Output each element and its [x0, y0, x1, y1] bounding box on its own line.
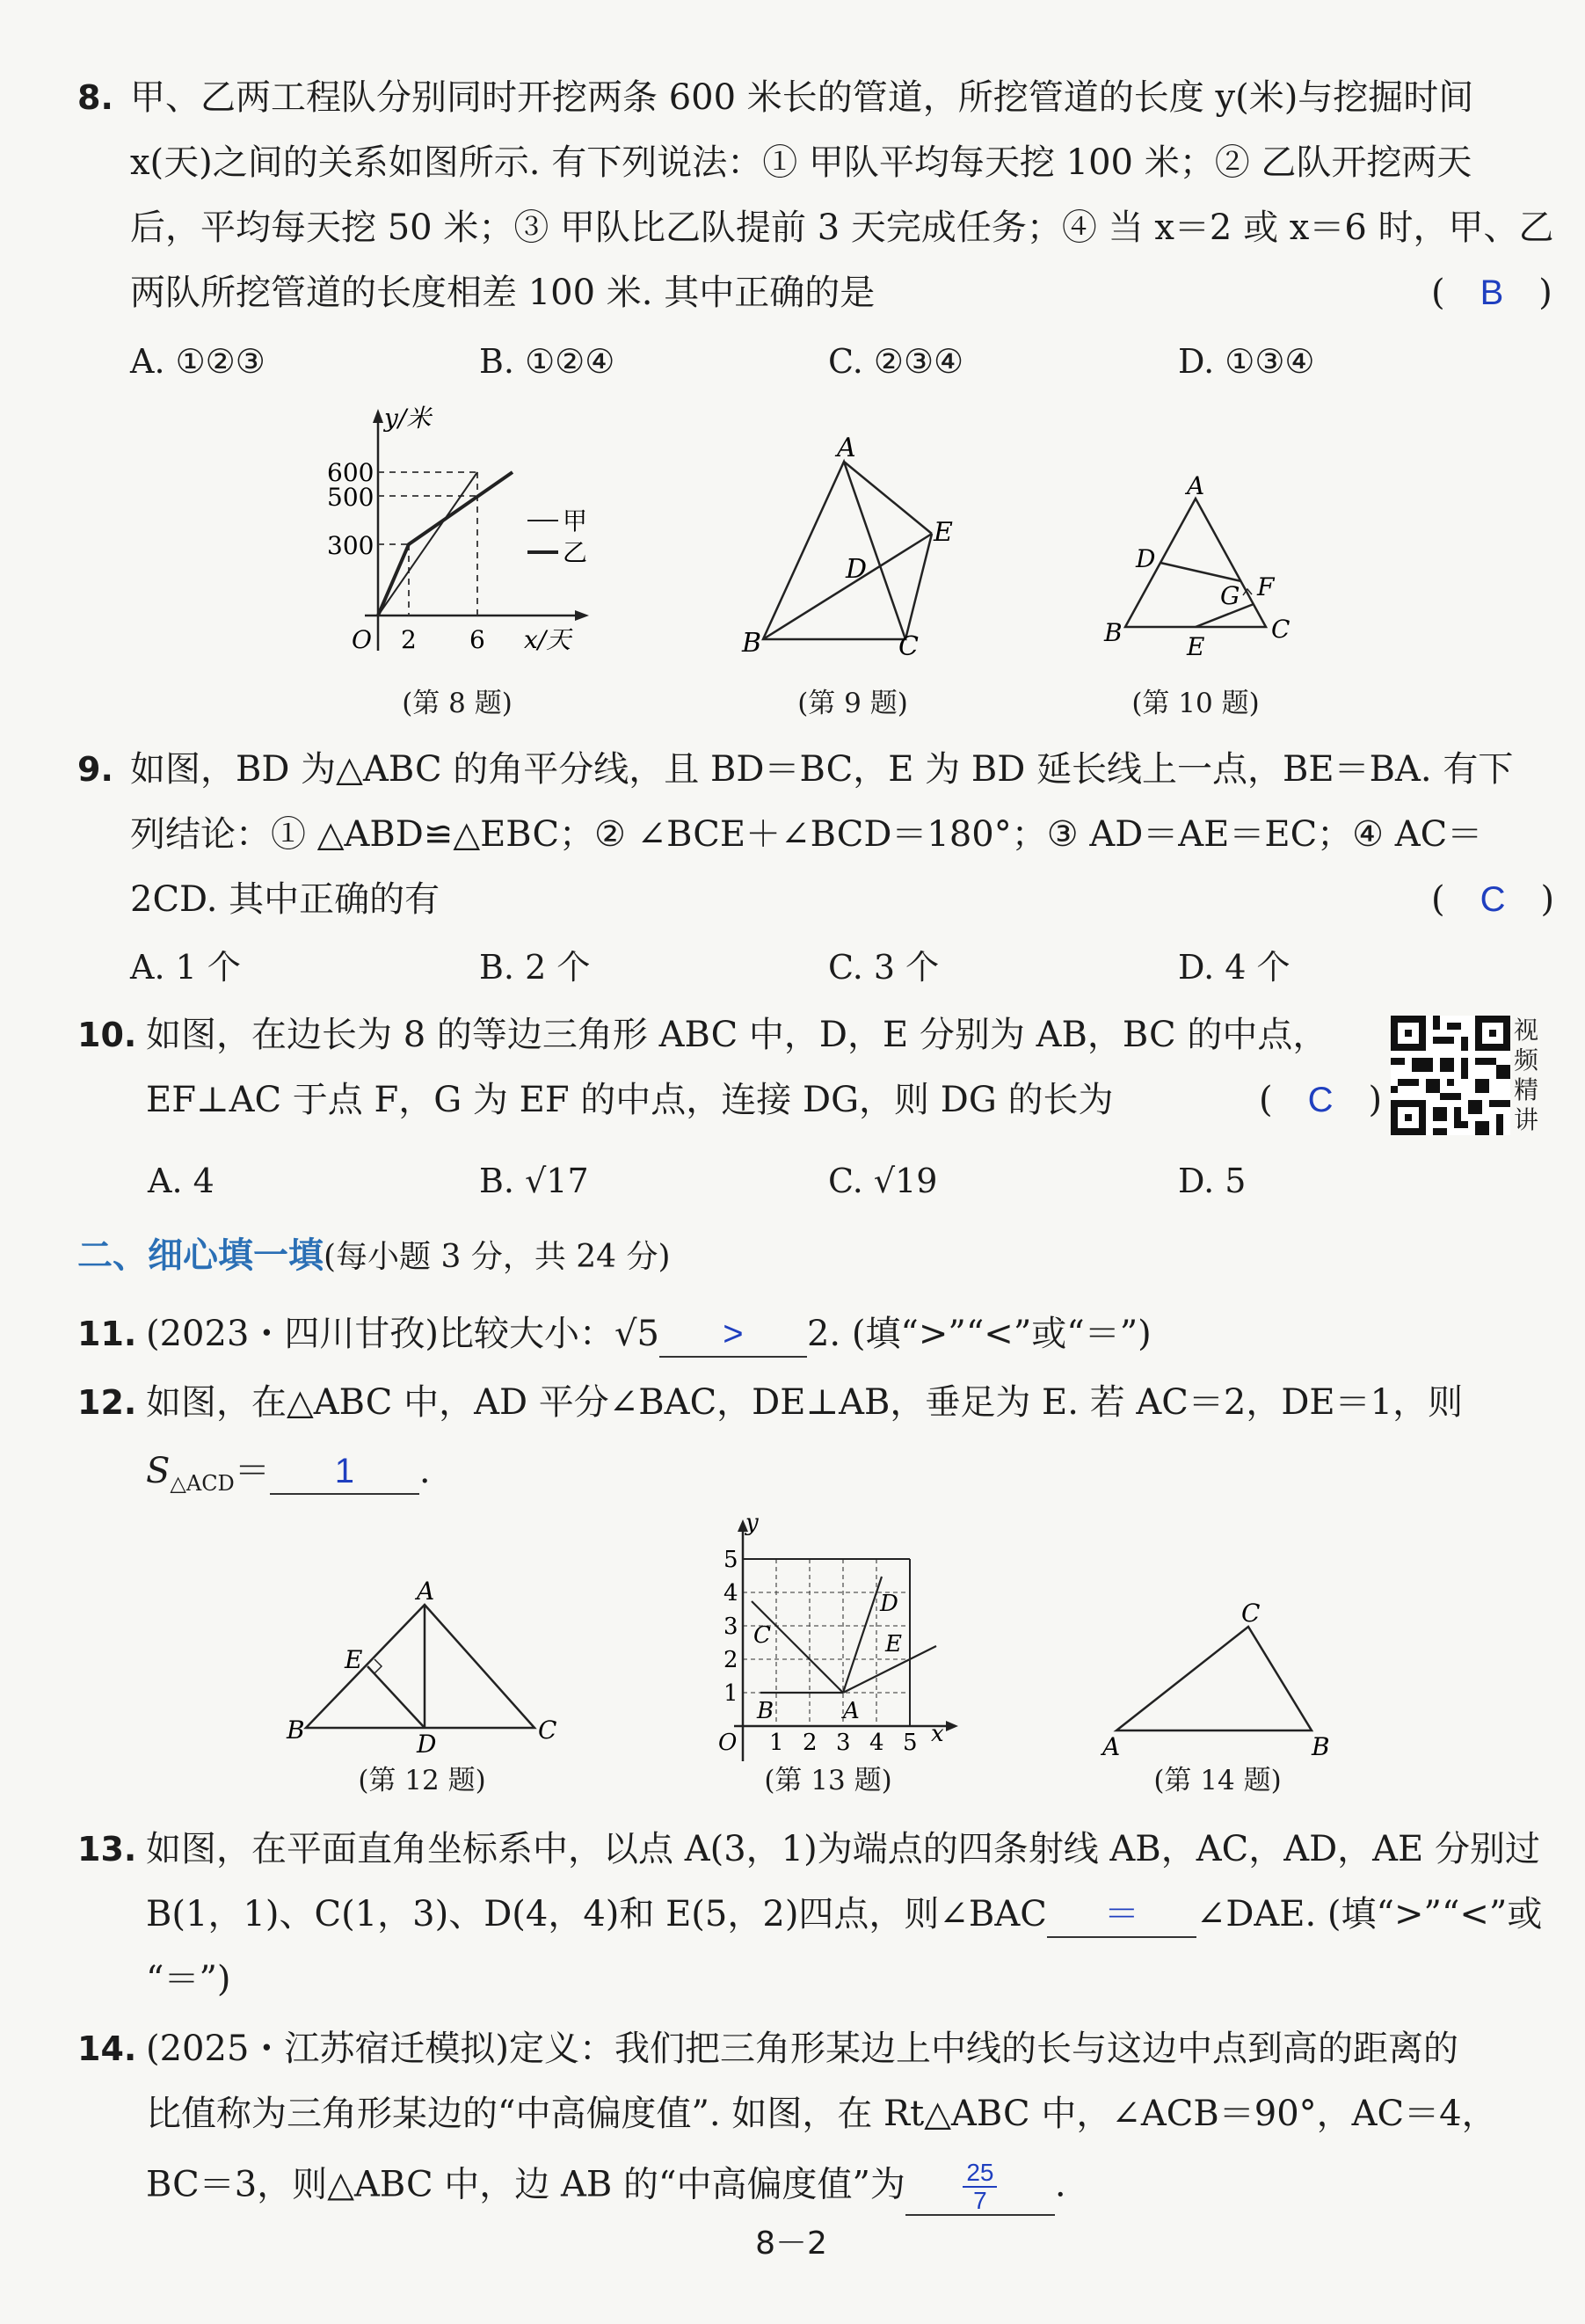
- q10-option-d: D. 5: [1178, 1162, 1247, 1200]
- qr-caption: [1514, 1016, 1545, 1135]
- q10-text-line2: EF⊥AC 于点 F，G 为 EF 的中点，连接 DG，则 DG 的长为: [146, 1080, 1114, 1120]
- fig9-label-a: A: [837, 435, 856, 463]
- q12-answer-blank: 1: [270, 1449, 419, 1495]
- q8-text-line3: 后，平均每天挖 50 米；③ 甲队比乙队提前 3 天完成任务；④ 当 x＝2 或 x＝6 时，甲、乙: [130, 208, 1554, 248]
- q8-text-line2: x(天)之间的关系如图所示. 有下列说法：① 甲队平均每天挖 100 米；② 乙队开挖两天: [130, 142, 1472, 183]
- figure-10-diagram: [1099, 470, 1310, 664]
- q14-answer-fraction: [963, 2160, 997, 2214]
- q8-option-c: C. ②③④: [828, 342, 964, 381]
- qr-char-3: 精: [1514, 1075, 1539, 1104]
- figure-14-caption: (第 14 题): [1153, 1765, 1282, 1796]
- fig8-y-tick-300: 300: [327, 531, 374, 560]
- fig13-x-tick-3: 3: [836, 1730, 851, 1756]
- q8-answer: B: [1480, 273, 1504, 312]
- q14-answer-blank: [905, 2160, 1055, 2216]
- figure-13-caption: (第 13 题): [764, 1765, 892, 1796]
- fig13-x-tick-1: 1: [769, 1730, 784, 1756]
- figure-12-caption: (第 12 题): [358, 1765, 486, 1796]
- figure-13-grid: [699, 1511, 963, 1774]
- fig13-label-a: A: [843, 1698, 860, 1724]
- q11-text: [146, 1312, 1539, 1358]
- q12-text-line1: 如图，在△ABC 中，AD 平分∠BAC，DE⊥AB，垂足为 E. 若 AC＝2，DE＝1，则: [146, 1382, 1464, 1423]
- fig8-legend-yi: 乙: [563, 538, 588, 567]
- q14-answer-denominator: 7: [973, 2187, 987, 2214]
- q10-answer: C: [1307, 1081, 1334, 1119]
- fig13-origin: O: [718, 1730, 738, 1756]
- q14-answer-numerator: 25: [963, 2160, 997, 2188]
- section-2-subtitle: (每小题 3 分，共 24 分): [324, 1239, 671, 1275]
- fig13-y-tick-3: 3: [723, 1614, 738, 1640]
- question-number-12: 12.: [77, 1383, 137, 1422]
- q14-line3-pre: BC＝3，则△ABC 中，边 AB 的“中高偏度值”为: [146, 2164, 905, 2205]
- question-number-10: 10.: [77, 1016, 137, 1054]
- q8-text-line4: 两队所挖管道的长度相差 100 米. 其中正确的是: [130, 273, 876, 313]
- q9-text-line2: 列结论：① △ABD≌△EBC；② ∠BCE＋∠BCD＝180°；③ AD＝AE＝EC；④ AC＝: [130, 814, 1483, 855]
- fig13-y-tick-5: 5: [723, 1547, 738, 1573]
- q8-option-b: B. ①②④: [479, 342, 615, 381]
- q10-option-c: C. √19: [828, 1162, 938, 1200]
- q9-text-line3: 2CD. 其中正确的有: [130, 879, 440, 920]
- question-number-14: 14.: [77, 2029, 137, 2068]
- fig8-legend-jia: 甲: [563, 506, 588, 535]
- fig10-label-c: C: [1271, 615, 1291, 644]
- fig9-label-b: B: [742, 628, 762, 659]
- q10-text-line1: 如图，在边长为 8 的等边三角形 ABC 中，D，E 分别为 AB，BC 的中点，: [146, 1015, 1328, 1055]
- figure-9-caption: (第 9 题): [797, 688, 908, 719]
- fig13-label-d: D: [880, 1591, 898, 1617]
- fig8-y-tick-500: 500: [327, 483, 374, 512]
- question-number-13: 13.: [77, 1830, 137, 1869]
- q11-answer-blank: >: [659, 1312, 807, 1358]
- fig13-y-tick-4: 4: [723, 1580, 738, 1606]
- q13-text-line1: 如图，在平面直角坐标系中，以点 A(3，1)为端点的四条射线 AB，AC，AD，AE 分别过: [146, 1829, 1540, 1869]
- fig8-origin: O: [352, 625, 372, 654]
- qr-char-1: 视: [1514, 1016, 1539, 1045]
- q9-option-a: A. 1 个: [130, 948, 241, 987]
- figure-8-graph: [316, 400, 633, 664]
- q9-option-c: C. 3 个: [828, 948, 940, 987]
- section-2-heading: [77, 1234, 671, 1279]
- fig12-label-b: B: [287, 1716, 305, 1745]
- q8-option-d: D. ①③④: [1178, 342, 1315, 381]
- q9-text-line1: 如图，BD 为△ABC 的角平分线，且 BD＝BC，E 为 BD 延长线上一点，BE＝BA. 有下: [130, 749, 1514, 790]
- fig13-label-e: E: [885, 1631, 902, 1657]
- figure-14-diagram: [1090, 1599, 1354, 1757]
- qr-char-4: 讲: [1514, 1105, 1539, 1134]
- q12-s-subscript: △ACD: [170, 1471, 235, 1496]
- page-number: 8－2: [755, 2226, 827, 2262]
- question-number-8: 8.: [77, 78, 113, 117]
- fig10-label-g: G: [1220, 581, 1240, 610]
- q12-text-line2: [146, 1449, 1539, 1505]
- question-number-11: 11.: [77, 1315, 137, 1353]
- q14-period: .: [1054, 2164, 1066, 2205]
- q13-text-line3: “＝”): [146, 1959, 231, 2000]
- fig10-label-b: B: [1104, 618, 1123, 647]
- video-qr-code[interactable]: [1391, 1016, 1510, 1135]
- fig13-y-tick-2: 2: [723, 1647, 738, 1673]
- fig13-x-tick-4: 4: [869, 1730, 884, 1756]
- q11-prefix: (2023・四川甘孜)比较大小：√5: [146, 1314, 659, 1354]
- figure-9-diagram: [738, 435, 967, 664]
- fig12-label-d: D: [417, 1730, 437, 1754]
- fig13-axis-x: x: [931, 1721, 944, 1747]
- fig8-y-label: y/米: [384, 404, 432, 433]
- q14-text-line1: (2025・江苏宿迁模拟)定义：我们把三角形某边上中线的长与这边中点到高的距离的: [146, 2029, 1459, 2069]
- fig10-label-e: E: [1187, 632, 1205, 661]
- q9-answer-bracket: ( C ): [1431, 879, 1555, 920]
- q12-s-label: S: [146, 1451, 171, 1491]
- q13-line2-post: ∠DAE. (填“>”“<”或: [1196, 1894, 1543, 1934]
- q9-answer: C: [1480, 880, 1506, 919]
- q10-option-b: B. √17: [479, 1162, 589, 1200]
- fig12-label-c: C: [538, 1716, 557, 1745]
- q8-option-a: A. ①②③: [130, 342, 265, 381]
- q12-equals: ＝: [234, 1451, 270, 1491]
- section-2-title: 二、细心填一填: [77, 1235, 324, 1276]
- fig13-axis-y: y: [745, 1511, 759, 1536]
- q14-text-line2: 比值称为三角形某边的“中高偏度值”. 如图，在 Rt△ABC 中，∠ACB＝90°，AC＝4，: [146, 2094, 1497, 2134]
- fig10-label-f: F: [1257, 572, 1275, 601]
- fig8-x-tick-2: 2: [401, 625, 417, 654]
- fig8-x-label: x/天: [524, 625, 571, 654]
- fig12-label-e: E: [345, 1645, 363, 1674]
- question-number-9: 9.: [77, 750, 113, 789]
- fig13-label-c: C: [753, 1622, 771, 1649]
- q10-option-a: A. 4: [148, 1162, 214, 1200]
- q9-option-b: B. 2 个: [479, 948, 591, 987]
- fig13-y-tick-1: 1: [723, 1680, 738, 1707]
- q14-text-line3: [146, 2160, 1539, 2216]
- q13-text-line2: [146, 1892, 1543, 1938]
- fig12-label-a: A: [417, 1578, 435, 1606]
- fig14-label-c: C: [1241, 1599, 1261, 1628]
- q12-period: .: [418, 1451, 431, 1491]
- qr-char-2: 频: [1514, 1045, 1539, 1075]
- fig13-x-tick-5: 5: [903, 1730, 918, 1756]
- fig8-x-tick-6: 6: [469, 625, 485, 654]
- fig9-label-e: E: [934, 517, 953, 548]
- fig14-label-a: A: [1102, 1732, 1121, 1757]
- figure-12-diagram: [280, 1578, 570, 1754]
- fig9-label-c: C: [898, 631, 919, 662]
- q8-answer-bracket: ( B ): [1431, 273, 1552, 313]
- q10-answer-bracket: ( C ): [1259, 1080, 1383, 1120]
- figure-8-caption: (第 8 题): [402, 688, 513, 719]
- figure-10-caption: (第 10 题): [1131, 688, 1260, 719]
- fig13-label-b: B: [757, 1698, 774, 1724]
- q13-answer-blank: ＝: [1047, 1892, 1196, 1938]
- q13-line2-pre: B(1，1)、C(1，3)、D(4，4)和 E(5，2)四点，则∠BAC: [146, 1894, 1047, 1934]
- fig8-y-tick-600: 600: [327, 458, 374, 487]
- q11-suffix: 2. (填“>”“<”或“＝”): [806, 1314, 1152, 1354]
- fig9-label-d: D: [846, 554, 868, 585]
- fig10-label-d: D: [1136, 544, 1156, 573]
- q9-option-d: D. 4 个: [1178, 948, 1291, 987]
- fig13-x-tick-2: 2: [803, 1730, 818, 1756]
- q8-text-line1: 甲、乙两工程队分别同时开挖两条 600 米长的管道，所挖管道的长度 y(米)与挖掘时间: [130, 77, 1474, 118]
- fig14-label-b: B: [1312, 1732, 1330, 1757]
- fig10-label-a: A: [1187, 471, 1205, 500]
